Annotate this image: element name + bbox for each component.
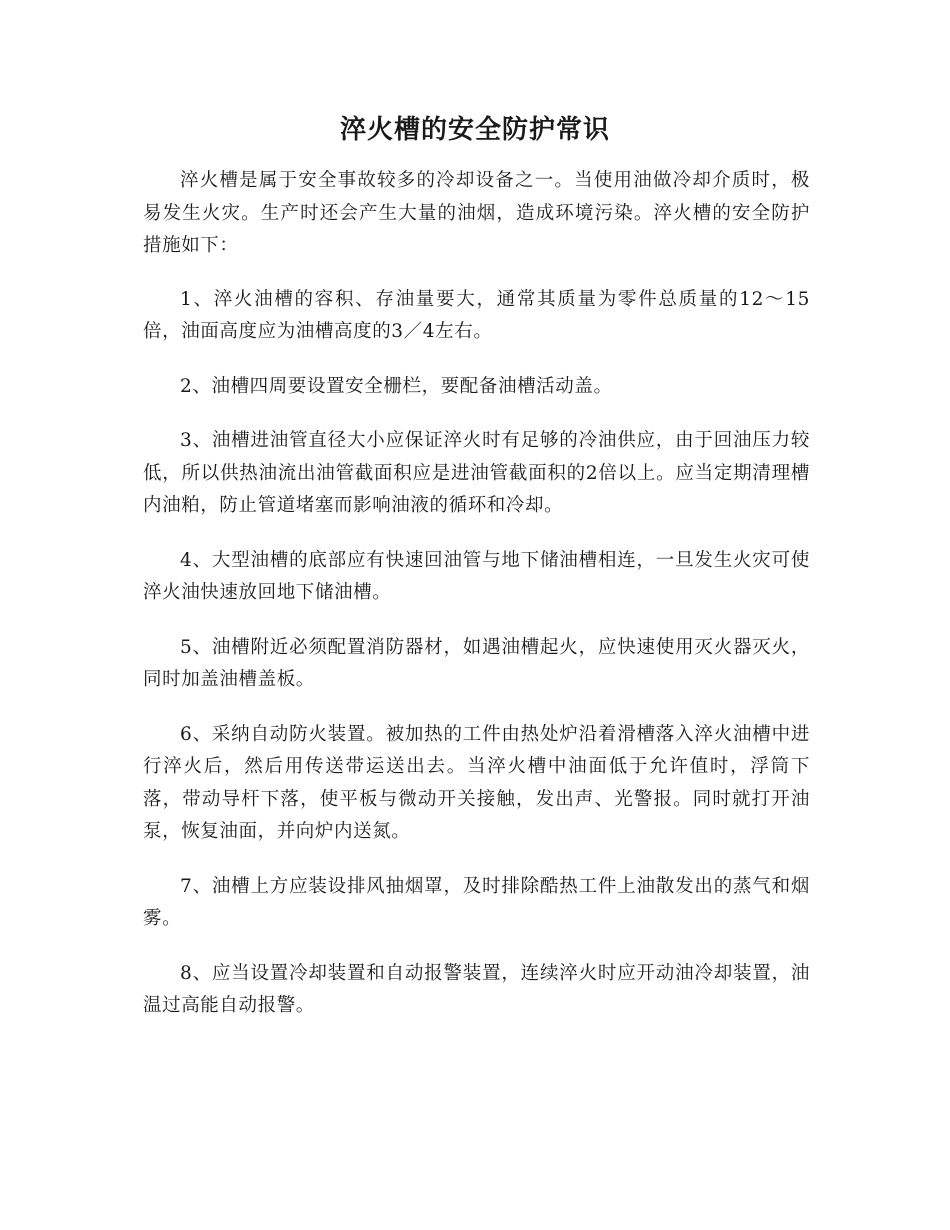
document-body	[143, 165, 810, 1045]
measure-5-paragraph: 5、油槽附近必须配置消防器材，如遇油槽起火，应快速使用灭火器灭火，同时加盖油槽盖板。	[143, 636, 810, 690]
measure-6-paragraph: 6、采纳自动防火装置。被加热的工件由热处炉沿着滑槽落入淬火油槽中进行淬火后，然后用传送带运送出去。当淬火槽中油面低于允许值时，浮筒下落，带动导杆下落，使平板与微动开关接触，发出声、光警报。同时就打开油泵，恢复油面，并向炉内送氮。	[143, 723, 810, 842]
measure-7-paragraph: 7、油槽上方应装设排风抽烟罩，及时排除酷热工件上油散发出的蒸气和烟雾。	[143, 875, 810, 929]
measure-8-paragraph: 8、应当设置冷却装置和自动报警装置，连续淬火时应开动油冷却装置，油温过高能自动报警。	[143, 962, 810, 1016]
measure-3-paragraph: 3、油槽进油管直径大小应保证淬火时有足够的冷油供应，由于回油压力较低，所以供热油流出油管截面积应是进油管截面积的2倍以上。应当定期清理槽内油粕，防止管道堵塞而影响油液的循环和冷却。	[143, 430, 810, 516]
measure-4-paragraph: 4、大型油槽的底部应有快速回油管与地下储油槽相连，一旦发生火灾可使淬火油快速放回地下储油槽。	[143, 549, 810, 603]
intro-paragraph: 淬火槽是属于安全事故较多的冷却设备之一。当使用油做冷却介质时，极易发生火灾。生产时还会产生大量的油烟，造成环境污染。淬火槽的安全防护措施如下：	[143, 170, 810, 256]
measure-2-paragraph: 2、油槽四周要设置安全栅栏，要配备油槽活动盖。	[180, 375, 613, 397]
measure-1-paragraph: 1、淬火油槽的容积、存油量要大，通常其质量为零件总质量的12～15倍，油面高度应为油槽高度的3／4左右。	[143, 288, 810, 342]
document-title: 淬火槽的安全防护常识	[339, 115, 610, 145]
